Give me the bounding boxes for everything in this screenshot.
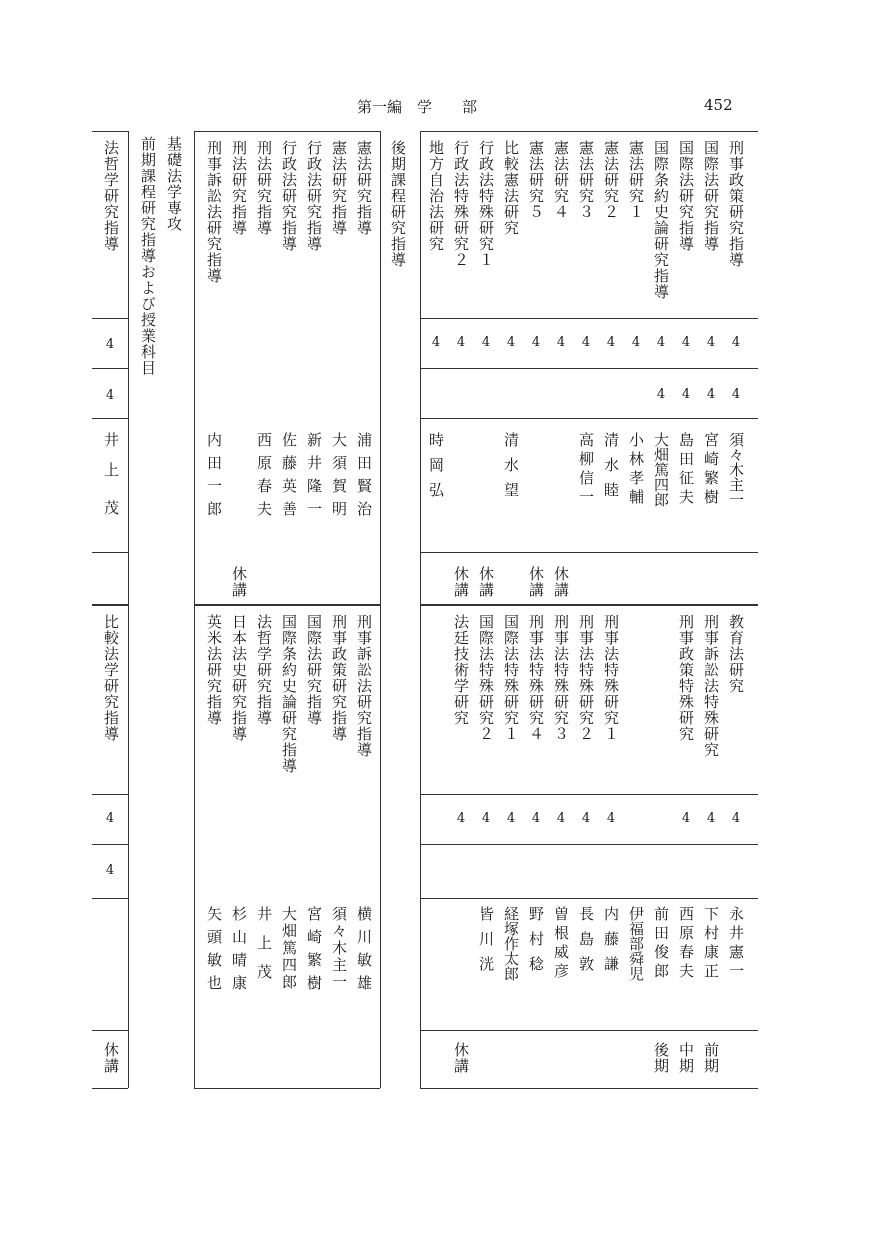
late-credits-1: 4: [431, 335, 441, 350]
lower-late-subject: 刑事法特殊研究２: [577, 614, 595, 742]
late-subject: 憲法研究１: [627, 140, 645, 220]
rule-l3r: [420, 898, 758, 899]
late-credits-1: 4: [631, 335, 641, 350]
lower-early-instructor-3: 宮崎繁樹: [305, 906, 323, 998]
early-subject-7: 刑事訴訟法研究指導: [205, 140, 223, 284]
late-credits-2: 4: [706, 387, 716, 402]
late-instructor: 時岡弘: [427, 432, 445, 507]
lower-late-instructor: 前田俊郎: [652, 906, 670, 982]
late-instructor: 清水望: [502, 432, 520, 507]
late-credits-1: 4: [556, 335, 566, 350]
page-header: 第一編 学 部: [357, 98, 478, 116]
early-instructor-5: 西原春夫: [255, 432, 273, 524]
lower-late-status: 前期: [702, 1042, 720, 1074]
rule-l1: [92, 794, 128, 795]
course-upper: 法哲学研究指導: [102, 140, 120, 252]
rule-section-mid: [194, 604, 380, 606]
page-number: 452: [704, 96, 733, 114]
lower-late-subject: 法廷技術学研究: [452, 614, 470, 726]
lower-late-subject: 刑事法特殊研究４: [527, 614, 545, 742]
lower-early-instructor-4: 大畑篤四郎: [280, 906, 298, 991]
late-subject: 刑事政策研究指導: [727, 140, 745, 268]
late-credits-2: 4: [731, 387, 741, 402]
lower-early-instructor-5: 井上茂: [255, 906, 273, 993]
lower-late-credits: 4: [731, 811, 741, 826]
lower-late-subject: 刑事法特殊研究１: [602, 614, 620, 742]
late-instructor: 小林孝輔: [627, 432, 645, 508]
early-subject-5: 刑法研究指導: [255, 140, 273, 236]
rule-bottom-mid: [194, 1088, 380, 1089]
early-status: 休講: [230, 566, 248, 598]
lower-late-credits: 4: [556, 811, 566, 826]
late-credits-1: 4: [706, 335, 716, 350]
late-subject: 行政法特殊研究２: [452, 140, 470, 268]
late-subject: 行政法特殊研究１: [477, 140, 495, 268]
status-lower-left: 休講: [102, 1042, 120, 1074]
lower-late-instructor: 経塚作太郎: [502, 906, 520, 981]
rule-l4r: [420, 1030, 758, 1031]
lower-late-instructor: 伊福部舜児: [627, 906, 645, 981]
lower-late-credits: 4: [456, 811, 466, 826]
rule-section-right: [420, 604, 758, 606]
early-instructor-1: 浦田賢治: [355, 432, 373, 524]
late-subject: 国際法研究指導: [702, 140, 720, 252]
early-subject-1: 憲法研究指導: [355, 140, 373, 236]
lower-early-subject-1: 刑事訴訟法研究指導: [355, 614, 373, 758]
rule-l2: [92, 844, 128, 845]
lower-late-instructor: 皆川洸: [477, 906, 495, 981]
lower-late-instructor: 内藤謙: [602, 906, 620, 981]
lower-late-status: 後期: [652, 1042, 670, 1074]
rule-l4: [92, 1030, 128, 1031]
course-lower: 比較法学研究指導: [102, 614, 120, 742]
lower-late-subject: 教育法研究: [727, 614, 745, 694]
rule-u1r: [420, 318, 758, 319]
instructor-upper-3: 茂: [102, 500, 120, 516]
late-credits-1: 4: [456, 335, 466, 350]
late-subject: 憲法研究２: [602, 140, 620, 220]
rule-v-right-start: [420, 131, 421, 1088]
rule-l3: [92, 898, 128, 899]
late-credits-1: 4: [481, 335, 491, 350]
rule-v-left: [128, 131, 129, 1088]
late-label: 後期課程研究指導: [389, 140, 407, 268]
late-credits-1: 4: [581, 335, 591, 350]
lower-late-credits: 4: [706, 811, 716, 826]
lower-early-instructor-6: 杉山晴康: [230, 906, 248, 998]
late-instructor: 大畑篤四郎: [652, 432, 670, 507]
lower-late-credits: 4: [606, 811, 616, 826]
foundation-sub-label: 前期課程研究指導および授業科目: [139, 136, 157, 376]
lower-late-subject: 刑事訴訟法特殊研究: [702, 614, 720, 758]
lower-early-instructor-1: 横川敏雄: [355, 906, 373, 998]
late-instructor: 島田征夫: [677, 432, 695, 508]
rule-v-mid-left: [194, 131, 195, 1088]
lower-early-subject-3: 国際法研究指導: [305, 614, 323, 726]
lower-late-instructor: 長島敦: [577, 906, 595, 981]
early-instructor-4: 佐藤英善: [280, 432, 298, 524]
rule-u2r: [420, 368, 758, 369]
early-instructor-7: 内田一郎: [205, 432, 223, 524]
early-subject-6: 刑法研究指導: [230, 140, 248, 236]
foundation-label: 基礎法学専攻: [165, 136, 183, 232]
late-instructor: 須々木主一: [727, 432, 745, 507]
rule-top-left: [92, 131, 128, 132]
credits-lower-1: 4: [105, 811, 115, 826]
early-subject-4: 行政法研究指導: [280, 140, 298, 252]
lower-late-subject: 国際法特殊研究２: [477, 614, 495, 742]
rule-section-left: [92, 604, 128, 606]
early-instructor-2: 大須賀明: [330, 432, 348, 524]
lower-late-subject: 国際法特殊研究１: [502, 614, 520, 742]
lower-late-subject: 刑事政策特殊研究: [677, 614, 695, 742]
lower-early-instructor-7: 矢頭敏也: [205, 906, 223, 998]
late-subject: 比較憲法研究: [502, 140, 520, 236]
late-credits-1: 4: [656, 335, 666, 350]
lower-early-subject-4: 国際条約史論研究指導: [280, 614, 298, 774]
credits-upper-1: 4: [105, 337, 115, 352]
lower-late-credits: 4: [506, 811, 516, 826]
lower-early-subject-2: 刑事政策研究指導: [330, 614, 348, 742]
lower-early-subject-5: 法哲学研究指導: [255, 614, 273, 726]
rule-v-mid-right: [380, 131, 381, 1088]
lower-early-subject-6: 日本法史研究指導: [230, 614, 248, 742]
late-status: 休講: [452, 566, 470, 598]
lower-late-instructor: 永井憲一: [727, 906, 745, 982]
rule-bottom-left: [92, 1088, 128, 1089]
instructor-upper-1: 井: [102, 432, 120, 448]
late-instructor: 高柳信一: [577, 432, 595, 508]
rule-u3r: [420, 418, 758, 419]
late-credits-1: 4: [606, 335, 616, 350]
instructor-upper-2: 上: [102, 462, 120, 478]
late-credits-2: 4: [656, 387, 666, 402]
lower-late-instructor: 野村稔: [527, 906, 545, 981]
late-instructor: 宮崎繁樹: [702, 432, 720, 508]
lower-early-subject-7: 英米法研究指導: [205, 614, 223, 726]
rule-bottom-right: [420, 1088, 758, 1089]
rule-u4: [92, 552, 128, 553]
rule-u1: [92, 318, 128, 319]
late-status: 休講: [527, 566, 545, 598]
rule-top-mid: [194, 131, 380, 132]
lower-early-instructor-2: 須々木主一: [330, 906, 348, 991]
late-subject: 憲法研究３: [577, 140, 595, 220]
late-credits-2: 4: [681, 387, 691, 402]
rule-l2r: [420, 844, 758, 845]
lower-late-instructor: 下村康正: [702, 906, 720, 982]
lower-late-credits: 4: [481, 811, 491, 826]
late-subject: 地方自治法研究: [427, 140, 445, 252]
late-subject: 憲法研究４: [552, 140, 570, 220]
lower-late-credits: 4: [681, 811, 691, 826]
lower-late-credits: 4: [531, 811, 541, 826]
early-subject-2: 憲法研究指導: [330, 140, 348, 236]
lower-late-instructor: 西原春夫: [677, 906, 695, 982]
late-credits-1: 4: [681, 335, 691, 350]
early-instructor-3: 新井隆一: [305, 432, 323, 524]
rule-l1r: [420, 794, 758, 795]
rule-u4r: [420, 552, 758, 553]
late-subject: 国際法研究指導: [677, 140, 695, 252]
rule-u3: [92, 418, 128, 419]
lower-late-instructor: 曽根威彦: [552, 906, 570, 982]
late-status: 休講: [477, 566, 495, 598]
late-credits-1: 4: [731, 335, 741, 350]
late-status: 休講: [552, 566, 570, 598]
lower-late-credits: 4: [581, 811, 591, 826]
credits-lower-2: 4: [105, 863, 115, 878]
early-subject-3: 行政法研究指導: [305, 140, 323, 252]
credits-upper-2: 4: [105, 388, 115, 403]
lower-late-subject: 刑事法特殊研究３: [552, 614, 570, 742]
rule-u2: [92, 368, 128, 369]
late-subject: 国際条約史論研究指導: [652, 140, 670, 300]
rule-top-right: [420, 131, 758, 132]
lower-late-status: 休講: [452, 1042, 470, 1074]
late-instructor: 清水睦: [602, 432, 620, 507]
late-subject: 憲法研究５: [527, 140, 545, 220]
lower-late-status: 中期: [677, 1042, 695, 1074]
late-credits-1: 4: [506, 335, 516, 350]
late-credits-1: 4: [531, 335, 541, 350]
